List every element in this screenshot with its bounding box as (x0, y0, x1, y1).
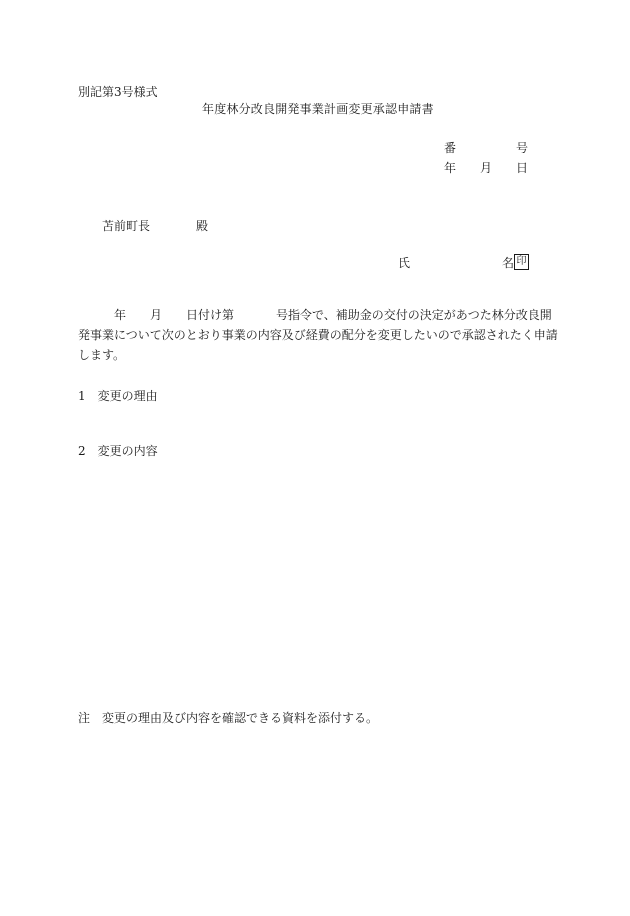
date-day-label: 日 (516, 161, 529, 175)
item-change-content (78, 445, 158, 457)
reference-number-suffix: 号 (516, 141, 529, 155)
date-month-label: 月 (480, 161, 493, 175)
body-line-2: 発事業について次のとおり事業の内容及び経費の配分を変更したいので承認されたく申請 (78, 328, 558, 342)
application-body (78, 305, 558, 365)
date-year-label: 年 (444, 161, 457, 175)
body-line-1 (78, 305, 550, 325)
body-line-1-rest: 号指令で、補助金の交付の決定があつた林分改良開 (276, 308, 552, 322)
item-label: 変更の理由 (97, 389, 158, 403)
applicant-name-label: 名 (502, 256, 515, 270)
item-number: 2 (78, 444, 86, 458)
document-title: 年度林分改良開発事業計画変更承認申請書 (202, 102, 434, 116)
body-month: 月 (150, 308, 163, 322)
body-date-ref: 日付け第 (186, 308, 235, 322)
item-number: 1 (78, 389, 86, 403)
reference-number-label: 番 (444, 141, 457, 155)
addressee-name: 苫前町長 (102, 219, 151, 233)
addressee-honorific: 殿 (196, 219, 209, 233)
form-number-label: 別記第3号様式 (78, 85, 158, 99)
item-change-reason (78, 390, 158, 402)
footnote-prefix: 注 (78, 711, 91, 725)
footnote (78, 712, 378, 724)
footnote-text: 変更の理由及び内容を確認できる資料を添付する。 (102, 711, 379, 725)
seal-mark: 印 (514, 254, 529, 270)
item-label: 変更の内容 (97, 444, 158, 458)
applicant-surname-label: 氏 (398, 256, 411, 270)
body-year: 年 (114, 308, 127, 322)
body-line-3: します。 (78, 348, 126, 362)
